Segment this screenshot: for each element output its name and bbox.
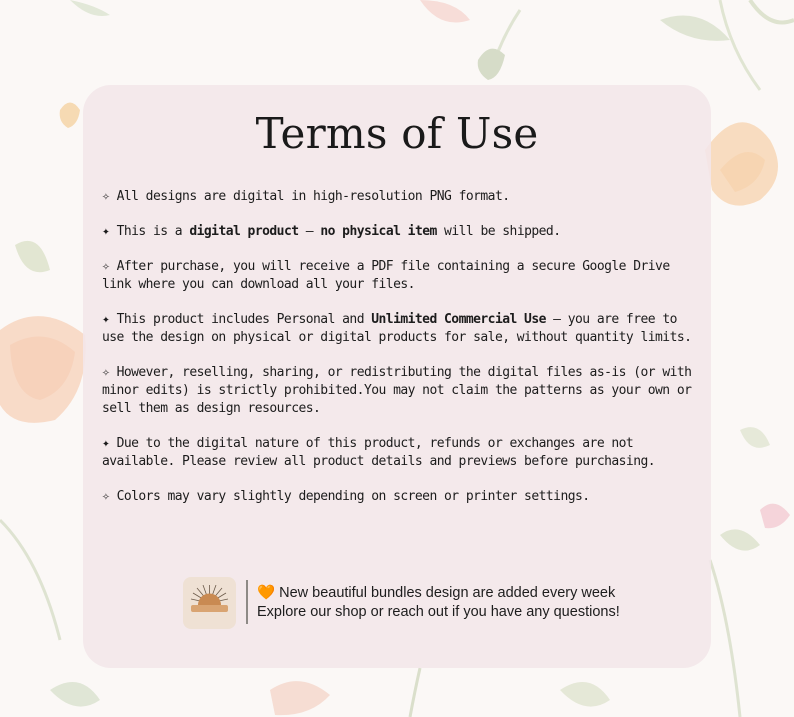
leaf	[750, 0, 794, 23]
stem	[0, 520, 60, 640]
four-point-star-outline-icon: ✧	[102, 189, 110, 204]
term-text: This product includes Personal and	[116, 312, 372, 327]
term-text: —	[298, 224, 321, 239]
page-title: Terms of Use	[255, 109, 539, 158]
term-item	[102, 258, 702, 294]
terms-list	[102, 188, 702, 523]
term-item	[102, 488, 702, 506]
leaf	[50, 682, 100, 707]
sunset-rays-logo	[189, 585, 230, 621]
term-item	[102, 311, 702, 347]
term-item	[102, 435, 702, 471]
term-text: will be shipped.	[436, 224, 561, 239]
flower-bottom	[270, 681, 330, 715]
leaf	[15, 241, 50, 272]
leaf	[660, 16, 730, 41]
leaf	[740, 427, 770, 448]
bud	[478, 49, 505, 80]
footer-divider	[246, 580, 248, 624]
term-item	[102, 188, 702, 206]
term-text: Colors may vary slightly depending on screen or printer settings.	[116, 489, 590, 504]
flower-top-center	[420, 0, 470, 23]
four-point-star-outline-icon: ✧	[102, 489, 110, 504]
term-text: However, reselling, sharing, or redistributing the digital files as-is (or with minor edits) is strictly prohibited.You may not claim the patterns as your own or sell them as design resources.	[102, 365, 692, 416]
term-text: After purchase, you will receive a PDF file containing a secure Google Drive link where you can download all your files.	[102, 259, 670, 292]
leaf	[560, 682, 610, 707]
orange-heart-icon: 🧡	[257, 585, 276, 601]
term-emphasis: no physical item	[320, 224, 437, 239]
leaf	[720, 529, 760, 550]
four-point-star-filled-icon: ✦	[102, 436, 110, 451]
term-item	[102, 223, 702, 241]
four-point-star-filled-icon: ✦	[102, 312, 110, 327]
term-text: Due to the digital nature of this product, refunds or exchanges are not available. Please review all product details and previews before purchasing.	[102, 436, 656, 469]
term-item	[102, 364, 702, 418]
four-point-star-outline-icon: ✧	[102, 259, 110, 274]
leaf	[70, 0, 110, 16]
term-text: All designs are digital in high-resolution PNG format.	[116, 189, 510, 204]
term-text: This is a	[116, 224, 190, 239]
stem	[720, 0, 760, 90]
footer-line-2: Explore our shop or reach out if you have any questions!	[257, 604, 620, 620]
stem	[710, 560, 740, 717]
term-text: — you are free to use the design on physical or digital products for sale, without quantity limits.	[102, 312, 692, 345]
flower-pink-right	[760, 504, 790, 529]
footer-line-1: 🧡 New beautiful bundles design are added every week	[257, 585, 616, 601]
term-emphasis: Unlimited Commercial Use	[371, 312, 546, 327]
four-point-star-filled-icon: ✦	[102, 224, 110, 239]
shop-logo	[183, 577, 236, 629]
term-emphasis: digital product	[189, 224, 299, 239]
stem	[410, 668, 420, 717]
four-point-star-outline-icon: ✧	[102, 365, 110, 380]
footer-message	[257, 584, 620, 622]
